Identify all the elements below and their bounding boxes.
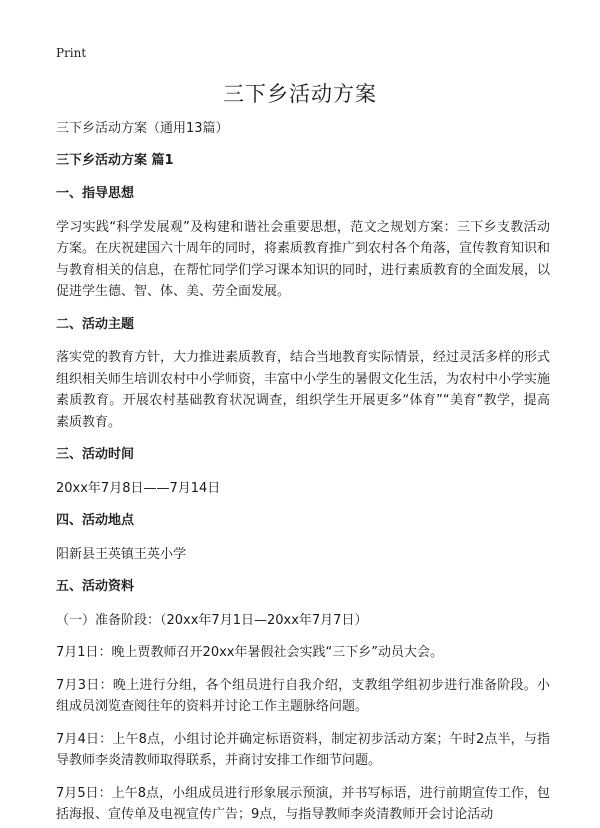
section-heading: 一、指导思想 [56,186,135,201]
print-link[interactable]: Print [56,46,87,60]
section-heading: 五、活动资料 [56,579,135,594]
article-heading: 三下乡活动方案 篇1 [56,152,174,168]
document-subtitle: 三下乡活动方案（通用13篇） [56,121,229,136]
section-heading: 四、活动地点 [56,513,135,528]
section-paragraph: 7月3日：晚上进行分组，各个组员进行自我介绍，支教组学组初步进行准备阶段。小组成员浏览查阅往年的资料并讨论工作主题脉络问题。 [56,677,550,714]
section-paragraph: 7月1日：晚上贾教师召开20xx年暑假社会实践“三下乡”动员大会。 [56,645,443,660]
section-paragraph: 20xx年7月8日——7月14日 [56,480,221,496]
section-heading: 三、活动时间 [56,447,135,462]
section-paragraph: 落实党的教育方针，大力推进素质教育，结合当地教育实际情景，经过灵活多样的形式组织相关师生培训农村中小学师资，丰富中小学生的暑假文化生活，为农村中小学实施素质教育。开展农村基础教育状况调查，组织学生开展更多“体育”“美育”教学，提高素质教育。 [56,350,551,430]
section-paragraph: 学习实践“科学发展观”及构建和谐社会重要思想，范文之规划方案：三下乡支教活动方案。在庆祝建国六十周年的同时，将素质教育推广到农村各个角落，宣传教育知识和与教育相关的信息，在帮忙同学们学习课本知识的同时，进行素质教育的全面发展，以促进学生德、智、体、美、劳全面发展。 [56,219,551,299]
section-heading: 二、活动主题 [56,316,135,332]
document-title: 三下乡活动方案 [223,82,377,106]
section-paragraph: 7月5日：上午8点，小组成员进行形象展示预演，并书写标语，进行前期宣传工作，包括海报、宣传单及电视宣传广告；9点，与指导教师李炎清教师开会讨论活动 [56,785,550,822]
section-paragraph: 阳新县王英镇王英小学 [56,546,187,562]
section-paragraph: （一）准备阶段：（20xx年7月1日—20xx年7月7日） [56,612,368,628]
document-body [56,118,550,828]
section-paragraph: 7月4日：上午8点，小组讨论并确定标语资料，制定初步活动方案；午时2点半，与指导教师李炎清教师取得联系，并商讨安排工作细节问题。 [56,731,550,768]
